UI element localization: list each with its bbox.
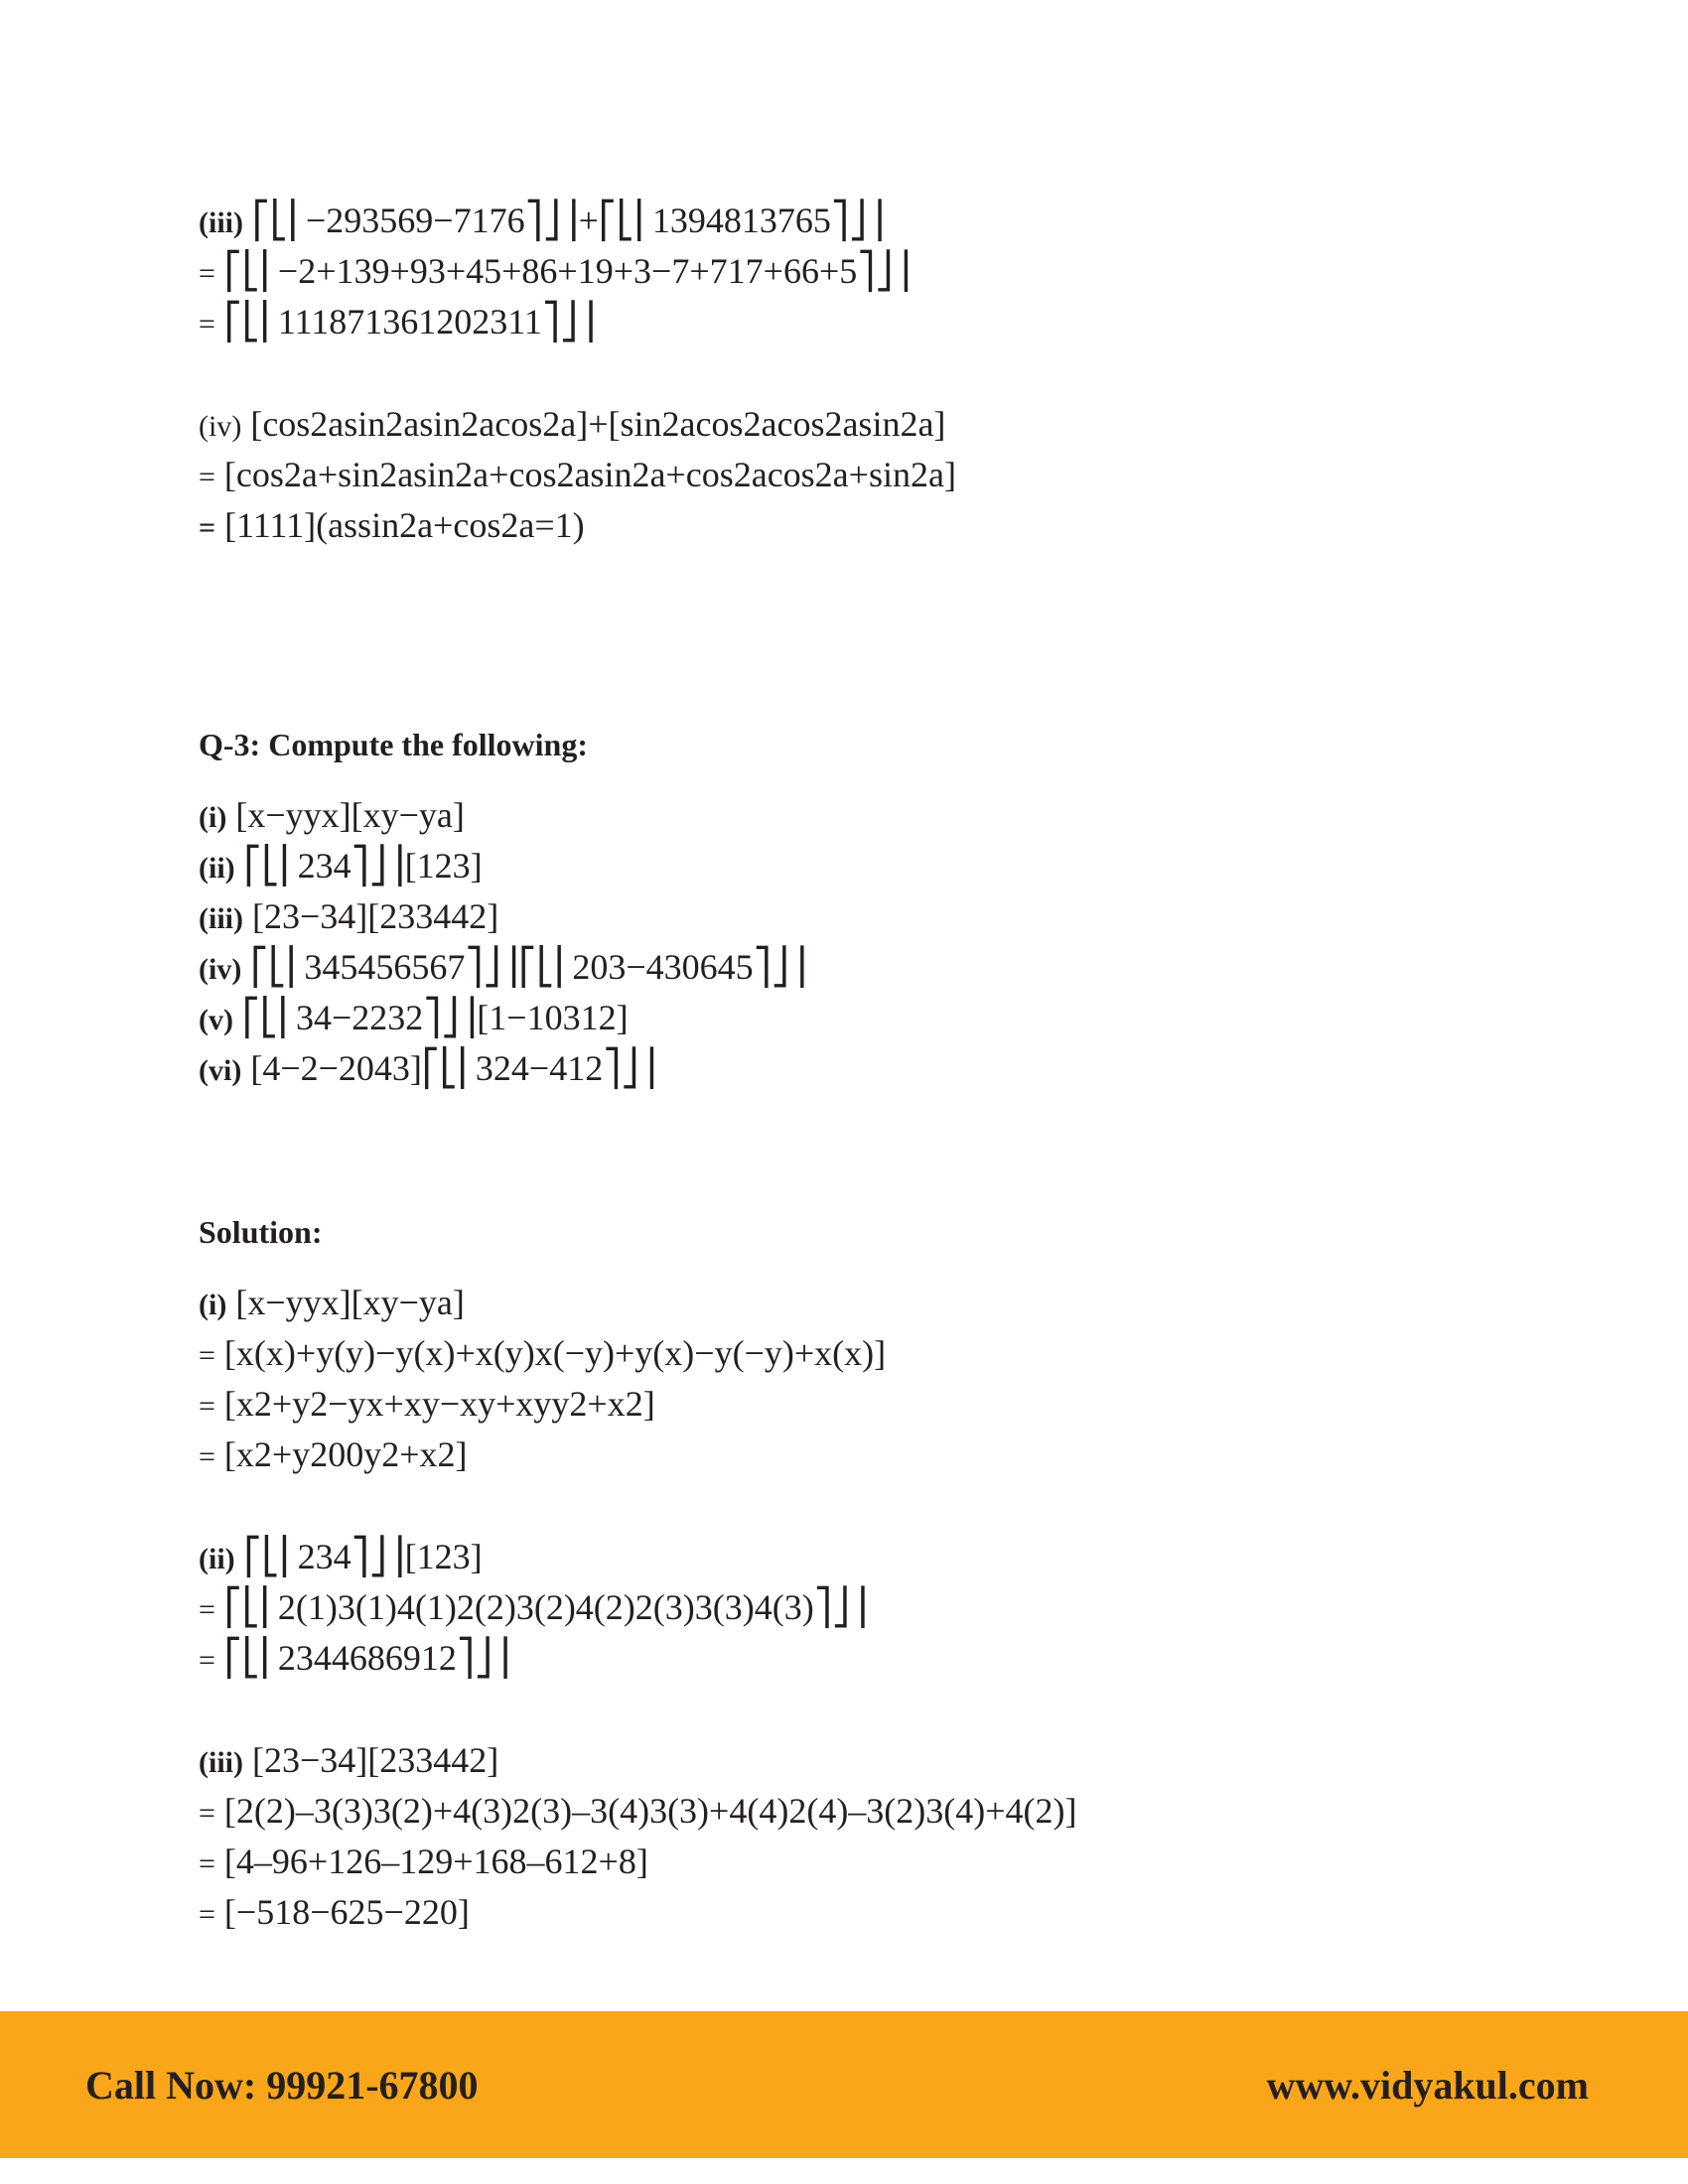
equals-sign: =: [199, 308, 215, 341]
item-expression: [4−2−2043]⎡⎣⎢324−412⎤⎦⎥: [250, 1048, 657, 1088]
step-line: [199, 1888, 1509, 1939]
item-label: (v): [199, 1004, 233, 1036]
item-expression: ⎡⎣⎢34−2232⎤⎦⎥[1−10312]: [241, 998, 629, 1037]
step-line: [199, 501, 1509, 552]
item-label: (vi): [199, 1054, 242, 1087]
equals-sign: =: [199, 1847, 215, 1880]
step-line: [199, 298, 1509, 348]
equals-sign: =: [199, 461, 215, 493]
expression: [x(x)+y(y)−y(x)+x(y)x(−y)+y(x)−y(−y)+x(x)]: [223, 1333, 887, 1373]
step-line: [199, 451, 1509, 501]
expression: [2(2)–3(3)3(2)+4(3)2(3)–3(4)3(3)+4(4)2(4)–3(2)3(4)+4(2)]: [223, 1791, 1077, 1831]
item-label: (iii): [199, 902, 243, 935]
expression: ⎡⎣⎢111871361202311⎤⎦⎥: [223, 302, 596, 341]
expression: ⎡⎣⎢2344686912⎤⎦⎥: [223, 1638, 510, 1678]
expression: ⎡⎣⎢−293569−7176⎤⎦⎥+⎡⎣⎢1394813765⎤⎦⎥: [252, 201, 885, 240]
step-line: [199, 1583, 1509, 1634]
step-line: [199, 1787, 1509, 1838]
question-item: [199, 1044, 1509, 1095]
spacer: [199, 604, 1509, 721]
call-now-text[interactable]: Call Now: 99921-67800: [85, 2062, 479, 2108]
equals-sign: =: [199, 1644, 215, 1677]
equals-sign: =: [199, 257, 215, 290]
website-link[interactable]: www.vidyakul.com: [1266, 2062, 1589, 2108]
expression: [cos2asin2asin2acos2a]+[sin2acos2acos2asin2a]: [250, 404, 946, 444]
item-expression: ⎡⎣⎢345456567⎤⎦⎥⎡⎣⎢203−430645⎤⎦⎥: [250, 947, 807, 987]
expression: [cos2a+sin2asin2a+cos2asin2a+cos2acos2a+sin2a]: [223, 455, 956, 494]
part-label: (ii): [199, 1543, 235, 1575]
expression-line: [199, 1533, 1509, 1583]
step-line: [199, 1431, 1509, 1481]
step-line: [199, 1329, 1509, 1380]
equals-sign: =: [199, 1898, 215, 1931]
spacer: [199, 1147, 1509, 1208]
equals-sign: =: [199, 1390, 215, 1423]
expression: ⎡⎣⎢−2+139+93+45+86+19+3−7+717+66+5⎤⎦⎥: [223, 251, 912, 291]
footer-bar: [0, 2011, 1688, 2158]
step-line: [199, 247, 1509, 298]
item-expression: ⎡⎣⎢234⎤⎦⎥[123]: [243, 846, 483, 886]
expression: ⎡⎣⎢2(1)3(1)4(1)2(2)3(2)4(2)2(3)3(3)4(3)⎤⎦⎥: [223, 1587, 868, 1627]
expression: [x2+y2−yx+xy−xy+xyy2+x2]: [223, 1384, 655, 1424]
question-heading: Q-3: Compute the following:: [199, 727, 588, 762]
question-item: [199, 791, 1509, 842]
item-label: (ii): [199, 852, 235, 885]
question-item: [199, 892, 1509, 943]
expression: [4–96+126–129+168–612+8]: [223, 1842, 648, 1881]
equals-sign: =: [199, 1593, 215, 1626]
expression-line: [199, 197, 1509, 247]
question-item: [199, 994, 1509, 1044]
equals-sign: =: [199, 1339, 215, 1372]
page-content: [199, 197, 1509, 1990]
question-3: [199, 721, 1509, 1095]
part-label: (iv): [199, 410, 242, 443]
solution-part-iii: [199, 1736, 1509, 1939]
step-line: [199, 1838, 1509, 1888]
expression: [1111](assin2a+cos2a=1): [224, 505, 585, 545]
item-label: (i): [199, 801, 227, 834]
question-item: [199, 943, 1509, 994]
expression-line: [199, 1279, 1509, 1329]
item-expression: [x−yyx][xy−ya]: [235, 795, 465, 835]
solution-part-i: [199, 1279, 1509, 1481]
expression: [x2+y200y2+x2]: [223, 1434, 468, 1474]
expression: ⎡⎣⎢234⎤⎦⎥[123]: [243, 1537, 483, 1576]
expression: [−518−625−220]: [223, 1892, 470, 1932]
step-line: [199, 1634, 1509, 1685]
expression: [23−34][233442]: [252, 1740, 499, 1780]
expression: [x−yyx][xy−ya]: [235, 1283, 465, 1322]
part-label: (iii): [199, 206, 243, 239]
equals-sign: =: [199, 1797, 215, 1830]
expression-line: [199, 1736, 1509, 1787]
item-expression: [23−34][233442]: [252, 896, 499, 936]
question-item: [199, 842, 1509, 892]
solution-part-iv-trig-sum: [199, 400, 1509, 552]
item-label: (iv): [199, 953, 242, 986]
part-label: (iii): [199, 1746, 243, 1779]
solution-part-iii-matrix-sum: [199, 197, 1509, 348]
solution-part-ii: [199, 1533, 1509, 1685]
step-line: [199, 1380, 1509, 1431]
expression-line: [199, 400, 1509, 451]
equals-sign: =: [199, 511, 216, 544]
part-label: (i): [199, 1289, 227, 1321]
solution-heading: Solution:: [199, 1214, 323, 1250]
equals-sign: =: [199, 1440, 215, 1473]
